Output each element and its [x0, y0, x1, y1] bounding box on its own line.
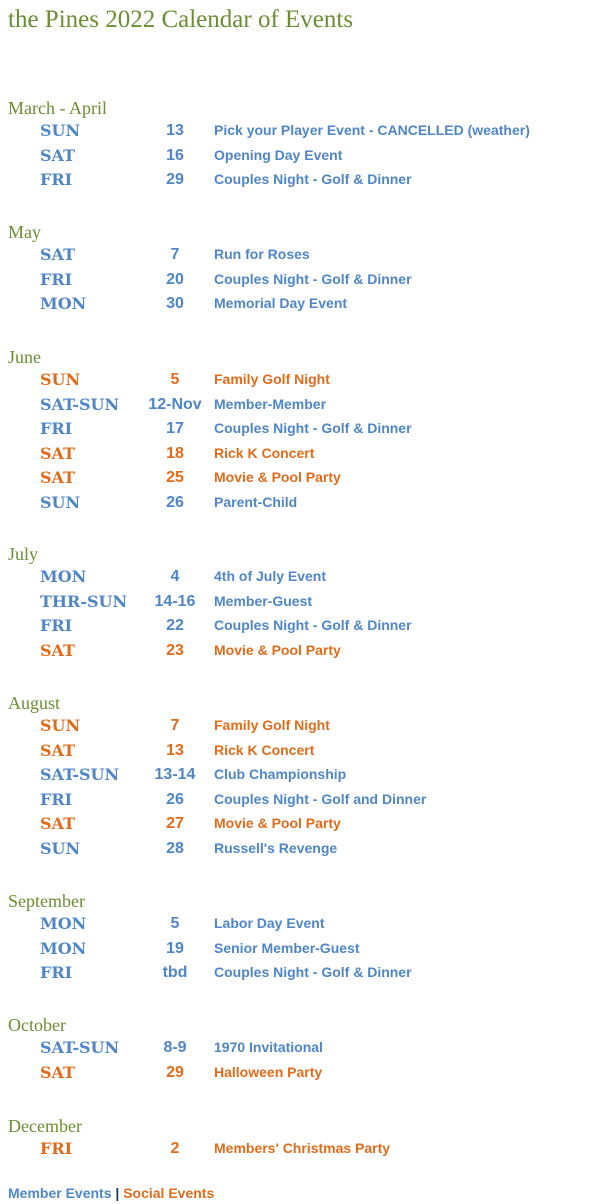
- event-day: FRI: [40, 419, 73, 439]
- event-name: Family Golf Night: [214, 717, 330, 733]
- page-title: the Pines 2022 Calendar of Events: [8, 6, 354, 33]
- event-row: [0, 493, 600, 517]
- event-name: Movie & Pool Party: [214, 815, 341, 832]
- event-day: SAT-SUN: [40, 1038, 120, 1057]
- event-date: 26: [166, 790, 184, 808]
- event-day: MON: [40, 567, 87, 586]
- event-row: [0, 963, 600, 987]
- event-date: 7: [170, 717, 180, 734]
- event-row: [0, 616, 600, 640]
- event-name: Pick your Player Event - CANCELLED (weather): [214, 122, 530, 138]
- event-day: MON: [40, 294, 87, 314]
- event-row: [0, 592, 600, 616]
- event-name: Member-Guest: [214, 592, 313, 609]
- event-day: SUN: [40, 370, 81, 389]
- event-date: 27: [166, 815, 184, 833]
- event-name: Rick K Concert: [214, 741, 315, 758]
- legend-separator: |: [115, 1185, 120, 1201]
- event-day: FRI: [40, 789, 73, 809]
- event-row: [0, 716, 600, 740]
- event-name: 4th of July Event: [214, 568, 327, 584]
- event-row: [0, 839, 600, 863]
- event-name: Couples Night - Golf & Dinner: [214, 964, 412, 981]
- event-day: SAT: [40, 740, 75, 760]
- event-date: tbd: [162, 964, 188, 982]
- event-day: MON: [40, 938, 87, 958]
- event-date: 13: [166, 122, 184, 139]
- event-name: Couples Night - Golf and Dinner: [214, 790, 427, 807]
- event-date: 13-14: [154, 766, 196, 784]
- event-name: Parent-Child: [214, 494, 298, 510]
- event-day: SUN: [40, 839, 81, 858]
- event-name: Memorial Day Event: [214, 295, 348, 312]
- event-date: 29: [166, 1063, 184, 1081]
- event-name: Labor Day Event: [214, 915, 325, 931]
- event-date: 12-Nov: [148, 395, 202, 413]
- event-day: FRI: [40, 269, 73, 289]
- event-row: [0, 468, 600, 492]
- event-day: SUN: [40, 716, 81, 735]
- event-date: 5: [170, 915, 180, 932]
- event-day: SAT: [40, 1062, 75, 1082]
- event-row: [0, 146, 600, 170]
- event-row: [0, 1038, 600, 1062]
- event-date: 26: [166, 494, 184, 511]
- event-day: SAT-SUN: [40, 394, 120, 414]
- event-date: 20: [166, 270, 184, 288]
- event-row: [0, 814, 600, 838]
- event-name: Club Championship: [214, 766, 347, 783]
- month-heading: July: [8, 544, 39, 564]
- event-name: Halloween Party: [214, 1063, 323, 1080]
- event-row: [0, 741, 600, 765]
- event-row: [0, 294, 600, 318]
- month-heading: December: [8, 1116, 82, 1136]
- event-date: 25: [166, 469, 184, 487]
- event-name: Members' Christmas Party: [214, 1140, 391, 1156]
- event-day: FRI: [40, 616, 73, 636]
- event-row: [0, 790, 600, 814]
- event-day: SAT: [40, 245, 75, 264]
- event-row: [0, 395, 600, 419]
- event-row: [0, 245, 600, 269]
- event-row: [0, 939, 600, 963]
- event-date: 5: [170, 371, 180, 388]
- legend-social-events: Social Events: [123, 1185, 215, 1201]
- event-name: Russell's Revenge: [214, 840, 338, 856]
- event-date: 28: [166, 840, 184, 857]
- event-row: [0, 270, 600, 294]
- event-row: [0, 1139, 600, 1163]
- event-row: [0, 914, 600, 938]
- event-day: SAT: [40, 443, 75, 463]
- legend: [8, 1185, 214, 1201]
- event-day: SAT: [40, 814, 75, 834]
- month-heading: October: [8, 1015, 66, 1035]
- event-name: Family Golf Night: [214, 371, 330, 387]
- month-heading: March - April: [8, 98, 107, 118]
- event-name: Couples Night - Golf & Dinner: [214, 270, 412, 287]
- event-date: 19: [166, 939, 184, 957]
- event-row: [0, 567, 600, 591]
- event-name: 1970 Invitational: [214, 1039, 323, 1055]
- event-day: THR-SUN: [40, 591, 128, 611]
- event-name: Senior Member-Guest: [214, 939, 360, 956]
- event-row: [0, 370, 600, 394]
- event-name: Opening Day Event: [214, 146, 343, 163]
- event-name: Couples Night - Golf & Dinner: [214, 420, 412, 437]
- event-date: 30: [166, 295, 184, 313]
- event-row: [0, 170, 600, 194]
- event-date: 16: [166, 146, 184, 164]
- event-date: 18: [166, 444, 184, 462]
- event-name: Couples Night - Golf & Dinner: [214, 617, 412, 634]
- event-day: FRI: [40, 170, 73, 190]
- event-date: 13: [166, 741, 184, 759]
- event-day: SUN: [40, 121, 81, 140]
- event-name: Movie & Pool Party: [214, 641, 341, 658]
- event-day: MON: [40, 914, 87, 933]
- event-day: SUN: [40, 493, 81, 512]
- event-date: 8-9: [163, 1039, 187, 1056]
- event-row: [0, 641, 600, 665]
- event-row: [0, 419, 600, 443]
- event-day: FRI: [40, 963, 73, 983]
- event-date: 23: [166, 641, 184, 659]
- event-date: 14-16: [154, 592, 196, 610]
- event-day: SAT-SUN: [40, 765, 120, 785]
- event-name: Movie & Pool Party: [214, 469, 341, 486]
- event-name: Couples Night - Golf & Dinner: [214, 171, 412, 188]
- event-date: 29: [166, 171, 184, 189]
- event-row: [0, 444, 600, 468]
- event-row: [0, 1063, 600, 1087]
- event-day: FRI: [40, 1139, 73, 1158]
- month-heading: May: [8, 222, 41, 242]
- event-row: [0, 121, 600, 145]
- event-name: Run for Roses: [214, 246, 310, 262]
- event-name: Rick K Concert: [214, 444, 315, 461]
- legend-member-events: Member Events: [8, 1185, 112, 1201]
- event-name: Member-Member: [214, 395, 327, 412]
- event-day: SAT: [40, 468, 75, 488]
- month-heading: August: [8, 693, 61, 713]
- month-heading: June: [8, 347, 41, 367]
- event-date: 4: [170, 568, 180, 585]
- event-day: SAT: [40, 145, 75, 165]
- event-row: [0, 765, 600, 789]
- event-date: 2: [170, 1140, 180, 1157]
- event-day: SAT: [40, 640, 75, 660]
- event-date: 22: [166, 617, 184, 635]
- event-date: 7: [170, 246, 180, 263]
- month-heading: September: [8, 891, 85, 911]
- event-date: 17: [166, 420, 184, 438]
